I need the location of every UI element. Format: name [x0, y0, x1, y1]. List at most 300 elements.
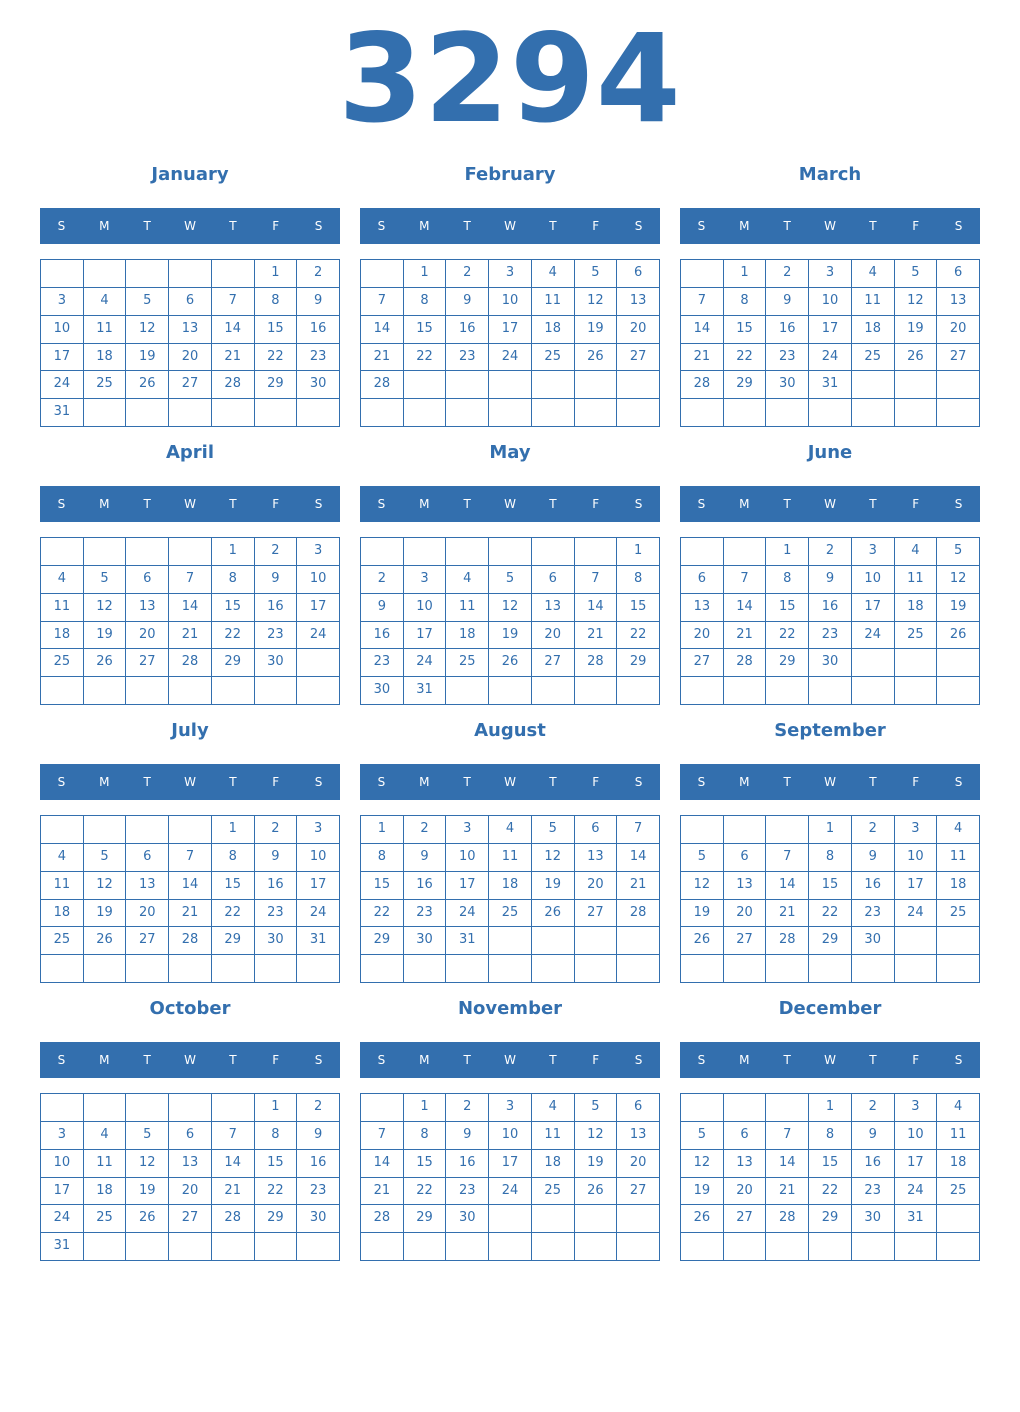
weekday-label: S	[954, 497, 963, 511]
day-cell: 6	[575, 816, 618, 844]
day-cell: 20	[724, 1178, 767, 1206]
day-cell: 15	[766, 594, 809, 622]
day-cell: 17	[809, 316, 852, 344]
day-cell: 30	[297, 1205, 340, 1233]
day-cell: 8	[724, 288, 767, 316]
day-cell: 19	[895, 316, 938, 344]
empty-day-cell	[361, 1233, 404, 1261]
day-cell: 24	[809, 344, 852, 372]
weekday-label: F	[912, 775, 920, 789]
day-cell: 8	[255, 1122, 298, 1150]
day-cell: 30	[446, 1205, 489, 1233]
day-cell: 6	[724, 1122, 767, 1150]
day-cell: 12	[532, 844, 575, 872]
empty-day-cell	[489, 371, 532, 399]
month-name: November	[457, 998, 563, 1019]
empty-day-cell	[617, 955, 660, 983]
day-cell: 28	[169, 649, 212, 677]
weekday-label: M	[99, 219, 110, 233]
day-cell: 30	[255, 927, 298, 955]
day-cell: 28	[169, 927, 212, 955]
weekday-label: F	[272, 1053, 280, 1067]
day-cell: 9	[404, 844, 447, 872]
day-cell: 14	[575, 594, 618, 622]
empty-day-cell	[532, 927, 575, 955]
day-cell: 5	[937, 538, 980, 566]
day-cell: 4	[41, 566, 84, 594]
day-cell: 21	[575, 622, 618, 650]
day-cell: 24	[41, 1205, 84, 1233]
day-cell: 13	[532, 594, 575, 622]
empty-day-cell	[617, 677, 660, 705]
day-cell: 18	[84, 344, 127, 372]
weekday-label: S	[954, 775, 963, 789]
day-cell: 24	[489, 1178, 532, 1206]
empty-day-cell	[617, 1233, 660, 1261]
day-cell: 20	[126, 622, 169, 650]
day-cell: 15	[404, 1150, 447, 1178]
day-cell: 16	[297, 1150, 340, 1178]
weekday-label: S	[314, 1053, 323, 1067]
day-cell: 11	[41, 594, 84, 622]
day-cell: 30	[852, 927, 895, 955]
day-cell: 25	[41, 649, 84, 677]
empty-day-cell	[84, 538, 127, 566]
weekday-header	[40, 764, 340, 800]
day-cell: 12	[681, 1150, 724, 1178]
empty-day-cell	[575, 399, 618, 427]
weekday-label: M	[419, 775, 430, 789]
year-title: 3294	[338, 8, 682, 150]
empty-day-cell	[41, 1094, 84, 1122]
empty-day-cell	[532, 1205, 575, 1233]
empty-day-cell	[532, 538, 575, 566]
day-cell: 2	[255, 816, 298, 844]
empty-day-cell	[489, 955, 532, 983]
empty-day-cell	[617, 399, 660, 427]
empty-day-cell	[575, 371, 618, 399]
day-cell: 3	[809, 260, 852, 288]
day-cell: 22	[809, 1178, 852, 1206]
weekday-label: M	[419, 497, 430, 511]
day-cell: 1	[809, 816, 852, 844]
day-cell: 17	[404, 622, 447, 650]
month-name: December	[778, 998, 882, 1019]
weekday-header	[360, 764, 660, 800]
weekday-label: T	[869, 219, 877, 233]
weekday-label: W	[184, 219, 196, 233]
day-cell: 17	[852, 594, 895, 622]
empty-day-cell	[681, 1233, 724, 1261]
day-cell: 6	[724, 844, 767, 872]
empty-day-cell	[126, 1094, 169, 1122]
empty-day-cell	[169, 1233, 212, 1261]
day-cell: 2	[404, 816, 447, 844]
weekday-label: F	[272, 497, 280, 511]
empty-day-cell	[212, 260, 255, 288]
empty-day-cell	[126, 677, 169, 705]
empty-day-cell	[446, 955, 489, 983]
day-cell: 5	[126, 1122, 169, 1150]
weekday-header	[40, 486, 340, 522]
day-cell: 18	[532, 316, 575, 344]
weekday-label: W	[184, 497, 196, 511]
weekday-label: T	[143, 1053, 151, 1067]
month-name: September	[774, 720, 886, 741]
month-name: October	[149, 998, 231, 1019]
day-cell: 23	[255, 622, 298, 650]
day-cell: 28	[361, 1205, 404, 1233]
empty-day-cell	[84, 816, 127, 844]
empty-day-cell	[532, 399, 575, 427]
day-cell: 8	[617, 566, 660, 594]
day-cell: 15	[809, 872, 852, 900]
empty-day-cell	[84, 1233, 127, 1261]
day-cell: 31	[446, 927, 489, 955]
day-cell: 25	[937, 1178, 980, 1206]
day-cell: 5	[575, 1094, 618, 1122]
day-cell: 14	[212, 316, 255, 344]
weekday-label: S	[314, 775, 323, 789]
day-cell: 3	[446, 816, 489, 844]
weekday-label: W	[824, 497, 836, 511]
day-cell: 7	[169, 844, 212, 872]
day-cell: 18	[446, 622, 489, 650]
day-cell: 26	[489, 649, 532, 677]
day-cell: 12	[126, 316, 169, 344]
day-cell: 17	[297, 872, 340, 900]
day-cell: 9	[809, 566, 852, 594]
weekday-label: S	[57, 219, 66, 233]
day-cell: 25	[532, 1178, 575, 1206]
weekday-label: T	[869, 497, 877, 511]
empty-day-cell	[126, 816, 169, 844]
day-cell: 1	[212, 816, 255, 844]
day-cell: 27	[724, 927, 767, 955]
weekday-label: T	[463, 497, 471, 511]
day-cell: 7	[766, 844, 809, 872]
weekday-label: T	[229, 1053, 237, 1067]
day-grid	[680, 1093, 980, 1261]
empty-day-cell	[489, 927, 532, 955]
empty-day-cell	[617, 1205, 660, 1233]
weekday-label: S	[314, 219, 323, 233]
empty-day-cell	[617, 927, 660, 955]
weekday-label: S	[377, 1053, 386, 1067]
day-grid	[680, 815, 980, 983]
weekday-header	[680, 208, 980, 244]
day-cell: 10	[852, 566, 895, 594]
day-cell: 6	[126, 844, 169, 872]
empty-day-cell	[852, 955, 895, 983]
day-cell: 13	[169, 316, 212, 344]
weekday-label: S	[697, 219, 706, 233]
day-cell: 4	[937, 816, 980, 844]
weekday-label: T	[463, 1053, 471, 1067]
day-cell: 1	[404, 260, 447, 288]
empty-day-cell	[212, 955, 255, 983]
empty-day-cell	[532, 677, 575, 705]
weekday-label: S	[697, 497, 706, 511]
day-cell: 20	[617, 1150, 660, 1178]
day-cell: 7	[212, 1122, 255, 1150]
day-cell: 20	[575, 872, 618, 900]
day-cell: 22	[361, 900, 404, 928]
empty-day-cell	[575, 538, 618, 566]
weekday-label: M	[419, 1053, 430, 1067]
day-cell: 10	[809, 288, 852, 316]
empty-day-cell	[575, 1205, 618, 1233]
day-cell: 30	[297, 371, 340, 399]
day-cell: 29	[404, 1205, 447, 1233]
empty-day-cell	[575, 1233, 618, 1261]
empty-day-cell	[404, 371, 447, 399]
month-name: January	[151, 164, 229, 185]
day-cell: 19	[937, 594, 980, 622]
day-cell: 2	[297, 260, 340, 288]
empty-day-cell	[681, 399, 724, 427]
weekday-label: T	[869, 1053, 877, 1067]
weekday-label: S	[634, 497, 643, 511]
day-cell: 2	[809, 538, 852, 566]
day-cell: 1	[255, 1094, 298, 1122]
day-cell: 1	[212, 538, 255, 566]
day-cell: 11	[852, 288, 895, 316]
day-grid	[680, 259, 980, 427]
day-cell: 19	[575, 1150, 618, 1178]
day-cell: 29	[617, 649, 660, 677]
day-cell: 26	[575, 1178, 618, 1206]
day-cell: 10	[41, 316, 84, 344]
weekday-label: W	[824, 1053, 836, 1067]
day-cell: 25	[895, 622, 938, 650]
empty-day-cell	[489, 1233, 532, 1261]
day-cell: 25	[532, 344, 575, 372]
day-cell: 17	[41, 1178, 84, 1206]
day-cell: 10	[41, 1150, 84, 1178]
day-cell: 22	[255, 1178, 298, 1206]
weekday-label: F	[592, 497, 600, 511]
day-cell: 31	[41, 1233, 84, 1261]
day-cell: 7	[361, 288, 404, 316]
day-cell: 26	[532, 900, 575, 928]
day-cell: 31	[41, 399, 84, 427]
empty-day-cell	[255, 1233, 298, 1261]
day-grid	[680, 537, 980, 705]
day-cell: 20	[617, 316, 660, 344]
empty-day-cell	[809, 955, 852, 983]
empty-day-cell	[724, 677, 767, 705]
day-cell: 24	[297, 622, 340, 650]
empty-day-cell	[895, 399, 938, 427]
month-name: April	[165, 442, 215, 463]
day-cell: 21	[724, 622, 767, 650]
weekday-label: S	[57, 775, 66, 789]
day-cell: 11	[937, 844, 980, 872]
empty-day-cell	[809, 677, 852, 705]
day-cell: 12	[681, 872, 724, 900]
day-cell: 14	[169, 594, 212, 622]
day-cell: 11	[41, 872, 84, 900]
day-cell: 17	[446, 872, 489, 900]
empty-day-cell	[297, 677, 340, 705]
day-cell: 21	[212, 344, 255, 372]
empty-day-cell	[404, 1233, 447, 1261]
day-cell: 18	[937, 1150, 980, 1178]
weekday-header	[680, 1042, 980, 1078]
day-cell: 29	[212, 927, 255, 955]
day-cell: 10	[446, 844, 489, 872]
day-cell: 23	[766, 344, 809, 372]
day-cell: 4	[852, 260, 895, 288]
day-cell: 21	[169, 900, 212, 928]
day-cell: 3	[297, 538, 340, 566]
empty-day-cell	[169, 677, 212, 705]
weekday-label: F	[912, 497, 920, 511]
day-cell: 21	[361, 344, 404, 372]
empty-day-cell	[255, 955, 298, 983]
day-cell: 10	[895, 1122, 938, 1150]
weekday-label: M	[739, 497, 750, 511]
day-cell: 4	[895, 538, 938, 566]
weekday-label: T	[229, 775, 237, 789]
day-cell: 24	[852, 622, 895, 650]
empty-day-cell	[681, 816, 724, 844]
day-cell: 21	[617, 872, 660, 900]
day-cell: 23	[446, 344, 489, 372]
day-cell: 18	[937, 872, 980, 900]
empty-day-cell	[489, 399, 532, 427]
day-cell: 3	[852, 538, 895, 566]
day-cell: 13	[724, 872, 767, 900]
empty-day-cell	[937, 927, 980, 955]
weekday-header	[680, 764, 980, 800]
empty-day-cell	[361, 260, 404, 288]
day-cell: 28	[724, 649, 767, 677]
day-cell: 11	[84, 316, 127, 344]
month-name: July	[171, 720, 209, 741]
day-cell: 26	[84, 927, 127, 955]
day-cell: 23	[446, 1178, 489, 1206]
day-cell: 13	[937, 288, 980, 316]
empty-day-cell	[212, 1094, 255, 1122]
day-cell: 14	[724, 594, 767, 622]
day-cell: 21	[766, 900, 809, 928]
day-cell: 21	[169, 622, 212, 650]
day-cell: 8	[404, 1122, 447, 1150]
weekday-label: T	[143, 775, 151, 789]
day-cell: 13	[724, 1150, 767, 1178]
empty-day-cell	[404, 399, 447, 427]
weekday-label: S	[697, 1053, 706, 1067]
weekday-label: W	[504, 219, 516, 233]
day-cell: 13	[126, 594, 169, 622]
day-cell: 7	[169, 566, 212, 594]
day-cell: 16	[404, 872, 447, 900]
empty-day-cell	[724, 816, 767, 844]
weekday-label: M	[739, 775, 750, 789]
day-cell: 5	[126, 288, 169, 316]
weekday-label: T	[783, 1053, 791, 1067]
day-cell: 3	[41, 1122, 84, 1150]
empty-day-cell	[937, 955, 980, 983]
month-name: March	[798, 164, 862, 185]
weekday-label: T	[549, 775, 557, 789]
day-cell: 4	[532, 1094, 575, 1122]
weekday-label: T	[869, 775, 877, 789]
day-cell: 21	[681, 344, 724, 372]
day-cell: 26	[681, 1205, 724, 1233]
day-cell: 16	[255, 872, 298, 900]
day-cell: 30	[809, 649, 852, 677]
empty-day-cell	[126, 538, 169, 566]
day-cell: 13	[169, 1150, 212, 1178]
empty-day-cell	[937, 1233, 980, 1261]
day-cell: 11	[532, 1122, 575, 1150]
day-cell: 29	[809, 927, 852, 955]
empty-day-cell	[809, 1233, 852, 1261]
day-cell: 15	[724, 316, 767, 344]
day-cell: 20	[681, 622, 724, 650]
empty-day-cell	[766, 677, 809, 705]
day-cell: 12	[126, 1150, 169, 1178]
day-cell: 22	[255, 344, 298, 372]
day-cell: 21	[361, 1178, 404, 1206]
weekday-label: M	[99, 775, 110, 789]
day-cell: 8	[809, 1122, 852, 1150]
empty-day-cell	[297, 1233, 340, 1261]
day-cell: 5	[575, 260, 618, 288]
empty-day-cell	[766, 816, 809, 844]
weekday-label: W	[504, 1053, 516, 1067]
day-cell: 9	[446, 1122, 489, 1150]
weekday-label: M	[739, 219, 750, 233]
weekday-header	[360, 1042, 660, 1078]
day-cell: 9	[297, 288, 340, 316]
day-cell: 24	[446, 900, 489, 928]
day-grid	[360, 537, 660, 705]
day-cell: 11	[446, 594, 489, 622]
day-cell: 22	[617, 622, 660, 650]
day-cell: 4	[532, 260, 575, 288]
empty-day-cell	[361, 955, 404, 983]
empty-day-cell	[724, 1233, 767, 1261]
day-grid	[40, 1093, 340, 1261]
day-cell: 2	[852, 1094, 895, 1122]
empty-day-cell	[681, 260, 724, 288]
day-cell: 21	[212, 1178, 255, 1206]
day-cell: 4	[84, 288, 127, 316]
empty-day-cell	[681, 1094, 724, 1122]
empty-day-cell	[126, 1233, 169, 1261]
day-cell: 26	[575, 344, 618, 372]
weekday-label: W	[824, 219, 836, 233]
day-cell: 23	[809, 622, 852, 650]
day-cell: 9	[766, 288, 809, 316]
day-cell: 2	[361, 566, 404, 594]
day-cell: 5	[84, 844, 127, 872]
day-cell: 15	[404, 316, 447, 344]
day-cell: 24	[895, 1178, 938, 1206]
day-cell: 19	[126, 344, 169, 372]
empty-day-cell	[766, 1094, 809, 1122]
day-cell: 31	[895, 1205, 938, 1233]
empty-day-cell	[489, 677, 532, 705]
empty-day-cell	[446, 399, 489, 427]
day-cell: 20	[126, 900, 169, 928]
weekday-label: S	[634, 219, 643, 233]
day-cell: 23	[255, 900, 298, 928]
